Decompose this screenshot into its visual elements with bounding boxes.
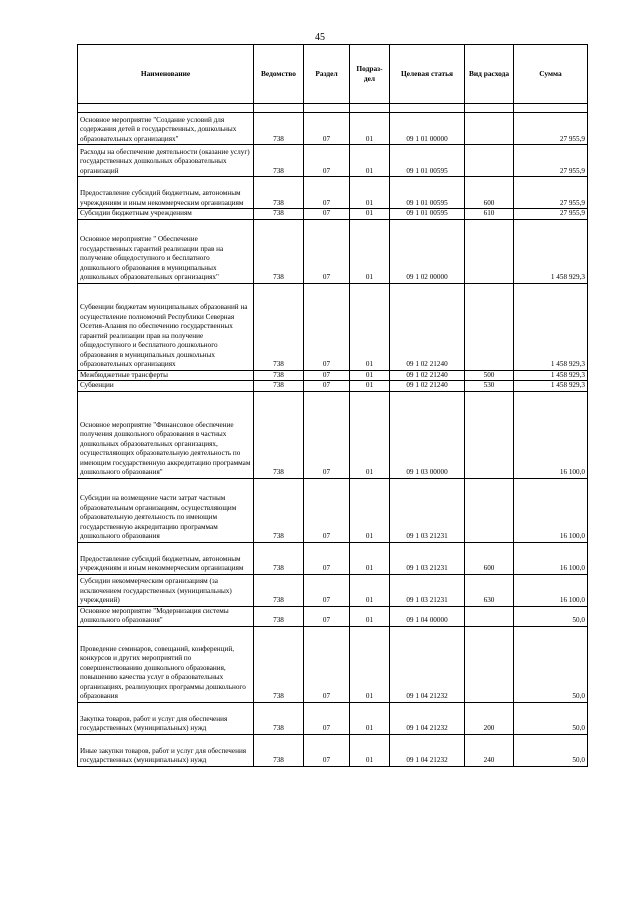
row-target-cell: 09 1 04 21232	[390, 734, 465, 766]
row-target-cell: 09 1 01 00595	[390, 209, 465, 220]
row-dept-cell: 738	[254, 219, 304, 283]
row-subsection-cell: 01	[350, 283, 390, 370]
row-section-cell: 07	[304, 219, 350, 283]
row-subsection-cell: 01	[350, 370, 390, 381]
page-number: 45	[315, 32, 325, 43]
row-exp-type-cell	[465, 283, 514, 370]
row-exp-type-cell: 500	[465, 370, 514, 381]
row-section-cell: 07	[304, 542, 350, 574]
row-amount-cell: 1 458 929,3	[514, 370, 588, 381]
row-target-cell: 09 1 03 00000	[390, 391, 465, 478]
header-amount: Сумма	[514, 45, 588, 104]
row-dept-cell: 738	[254, 145, 304, 177]
row-subsection-cell: 01	[350, 606, 390, 626]
row-dept-cell: 738	[254, 391, 304, 478]
row-name-cell: Закупка товаров, работ и услуг для обеспечения государственных (муниципальных) нужд	[78, 702, 254, 734]
table-row	[78, 702, 588, 734]
row-exp-type-cell: 530	[465, 381, 514, 392]
row-amount-cell: 50,0	[514, 606, 588, 626]
row-subsection-cell: 01	[350, 391, 390, 478]
table-row	[78, 209, 588, 220]
header-gap-row	[78, 104, 588, 113]
row-name-cell: Субсидии бюджетным учреждениям	[78, 209, 254, 220]
row-section-cell: 07	[304, 145, 350, 177]
row-section-cell: 07	[304, 574, 350, 606]
row-dept-cell: 738	[254, 177, 304, 209]
table-row	[78, 478, 588, 542]
row-amount-cell: 27 955,9	[514, 209, 588, 220]
row-target-cell: 09 1 04 21232	[390, 626, 465, 702]
row-target-cell: 09 1 02 21240	[390, 283, 465, 370]
row-section-cell: 07	[304, 209, 350, 220]
row-exp-type-cell: 200	[465, 702, 514, 734]
row-dept-cell: 738	[254, 734, 304, 766]
row-subsection-cell: 01	[350, 145, 390, 177]
row-name-cell: Основное мероприятие "Создание условий для содержания детей в государственных, дошкольных образовательных организациях"	[78, 113, 254, 145]
row-exp-type-cell	[465, 391, 514, 478]
row-subsection-cell: 01	[350, 734, 390, 766]
row-exp-type-cell: 600	[465, 177, 514, 209]
row-target-cell: 09 1 03 21231	[390, 542, 465, 574]
table-row	[78, 606, 588, 626]
row-dept-cell: 738	[254, 626, 304, 702]
row-name-cell: Субсидии на возмещение части затрат частным образовательным организациям, осуществляющим образовательную деятельность по имеющим государственную аккредитацию программам дошкольного образования	[78, 478, 254, 542]
row-dept-cell: 738	[254, 209, 304, 220]
row-exp-type-cell	[465, 626, 514, 702]
row-exp-type-cell	[465, 219, 514, 283]
row-subsection-cell: 01	[350, 113, 390, 145]
row-target-cell: 09 1 03 21231	[390, 574, 465, 606]
row-section-cell: 07	[304, 478, 350, 542]
row-name-cell: Межбюджетные трансферты	[78, 370, 254, 381]
row-target-cell: 09 1 01 00595	[390, 145, 465, 177]
row-amount-cell: 27 955,9	[514, 145, 588, 177]
row-target-cell: 09 1 02 21240	[390, 370, 465, 381]
row-subsection-cell: 01	[350, 381, 390, 392]
table-row	[78, 626, 588, 702]
row-target-cell: 09 1 03 21231	[390, 478, 465, 542]
row-dept-cell: 738	[254, 113, 304, 145]
row-dept-cell: 738	[254, 478, 304, 542]
row-subsection-cell: 01	[350, 542, 390, 574]
row-subsection-cell: 01	[350, 209, 390, 220]
row-subsection-cell: 01	[350, 478, 390, 542]
row-amount-cell: 16 100,0	[514, 574, 588, 606]
table-row	[78, 283, 588, 370]
table-row	[78, 574, 588, 606]
row-target-cell: 09 1 02 21240	[390, 381, 465, 392]
row-subsection-cell: 01	[350, 626, 390, 702]
row-amount-cell: 16 100,0	[514, 542, 588, 574]
row-target-cell: 09 1 04 00000	[390, 606, 465, 626]
row-amount-cell: 1 458 929,3	[514, 283, 588, 370]
table-header-row	[78, 45, 588, 104]
row-dept-cell: 738	[254, 542, 304, 574]
row-target-cell: 09 1 01 00595	[390, 177, 465, 209]
row-section-cell: 07	[304, 283, 350, 370]
row-exp-type-cell	[465, 606, 514, 626]
row-dept-cell: 738	[254, 606, 304, 626]
row-section-cell: 07	[304, 381, 350, 392]
row-section-cell: 07	[304, 734, 350, 766]
table-row	[78, 391, 588, 478]
header-target: Целевая статья	[390, 45, 465, 104]
row-exp-type-cell: 630	[465, 574, 514, 606]
table-row	[78, 381, 588, 392]
table-body	[78, 113, 588, 767]
row-exp-type-cell: 240	[465, 734, 514, 766]
header-name: Наименование	[78, 45, 254, 104]
row-exp-type-cell: 610	[465, 209, 514, 220]
row-subsection-cell: 01	[350, 177, 390, 209]
row-dept-cell: 738	[254, 574, 304, 606]
row-amount-cell: 16 100,0	[514, 391, 588, 478]
row-name-cell: Иные закупки товаров, работ и услуг для обеспечения государственных (муниципальных) нужд	[78, 734, 254, 766]
row-dept-cell: 738	[254, 381, 304, 392]
row-name-cell: Субвенции	[78, 381, 254, 392]
row-exp-type-cell	[465, 145, 514, 177]
row-section-cell: 07	[304, 370, 350, 381]
table-row	[78, 113, 588, 145]
row-name-cell: Предоставление субсидий бюджетным, автономным учреждениям и иным некоммерческим организациям	[78, 542, 254, 574]
table-row	[78, 542, 588, 574]
table-row	[78, 177, 588, 209]
row-section-cell: 07	[304, 626, 350, 702]
row-amount-cell: 27 955,9	[514, 113, 588, 145]
row-section-cell: 07	[304, 391, 350, 478]
header-dept: Ведомство	[254, 45, 304, 104]
table-row	[78, 734, 588, 766]
row-exp-type-cell	[465, 478, 514, 542]
row-dept-cell: 738	[254, 702, 304, 734]
row-amount-cell: 50,0	[514, 626, 588, 702]
table-row	[78, 370, 588, 381]
row-section-cell: 07	[304, 177, 350, 209]
row-name-cell: Расходы на обеспечение деятельности (оказание услуг) государственных дошкольных образовательных организаций	[78, 145, 254, 177]
row-name-cell: Предоставление субсидий бюджетным, автономным учреждениям и иным некоммерческим организациям	[78, 177, 254, 209]
row-subsection-cell: 01	[350, 702, 390, 734]
row-name-cell: Субсидии некоммерческим организациям (за исключением государственных (муниципальных) учреждений)	[78, 574, 254, 606]
row-name-cell: Основное мероприятие "Модернизация системы дошкольного образования"	[78, 606, 254, 626]
table-row	[78, 145, 588, 177]
budget-table	[77, 44, 588, 767]
row-section-cell: 07	[304, 113, 350, 145]
row-target-cell: 09 1 04 21232	[390, 702, 465, 734]
header-subsection: Подраз-дел	[350, 45, 390, 104]
header-section: Раздел	[304, 45, 350, 104]
row-section-cell: 07	[304, 606, 350, 626]
header-exp-type: Вид расхода	[465, 45, 514, 104]
row-dept-cell: 738	[254, 283, 304, 370]
row-amount-cell: 1 458 929,3	[514, 381, 588, 392]
row-section-cell: 07	[304, 702, 350, 734]
row-exp-type-cell	[465, 113, 514, 145]
row-subsection-cell: 01	[350, 574, 390, 606]
table-row	[78, 219, 588, 283]
row-amount-cell: 16 100,0	[514, 478, 588, 542]
row-amount-cell: 50,0	[514, 702, 588, 734]
row-name-cell: Проведение семинаров, совещаний, конференций, конкурсов и других мероприятий по совершенствованию дошкольного образования, повышению качества услуг в образовательных организациях, реализующих программы дошкольного образования	[78, 626, 254, 702]
row-name-cell: Основное мероприятие "Финансовое обеспечение получения дошкольного образования в частных дошкольных образовательных организациях, осуществляющих образовательную деятельность по имеющим государственную аккредитацию программам дошкольного образования"	[78, 391, 254, 478]
row-exp-type-cell: 600	[465, 542, 514, 574]
row-subsection-cell: 01	[350, 219, 390, 283]
row-target-cell: 09 1 01 00000	[390, 113, 465, 145]
row-amount-cell: 27 955,9	[514, 177, 588, 209]
row-dept-cell: 738	[254, 370, 304, 381]
row-name-cell: Субвенции бюджетам муниципальных образований на осуществление полномочий Республики Северная Осетия-Алания по обеспечению государственных гарантий реализации прав на получение общедоступного и бесплатного дошкольного образования в муниципальных дошкольных образовательных организациях	[78, 283, 254, 370]
row-target-cell: 09 1 02 00000	[390, 219, 465, 283]
row-amount-cell: 50,0	[514, 734, 588, 766]
row-amount-cell: 1 458 929,3	[514, 219, 588, 283]
row-name-cell: Основное мероприятие " Обеспечение государственных гарантий реализации прав на получение общедоступного и бесплатного дошкольного образования в муниципальных дошкольных образовательных организациях"	[78, 219, 254, 283]
